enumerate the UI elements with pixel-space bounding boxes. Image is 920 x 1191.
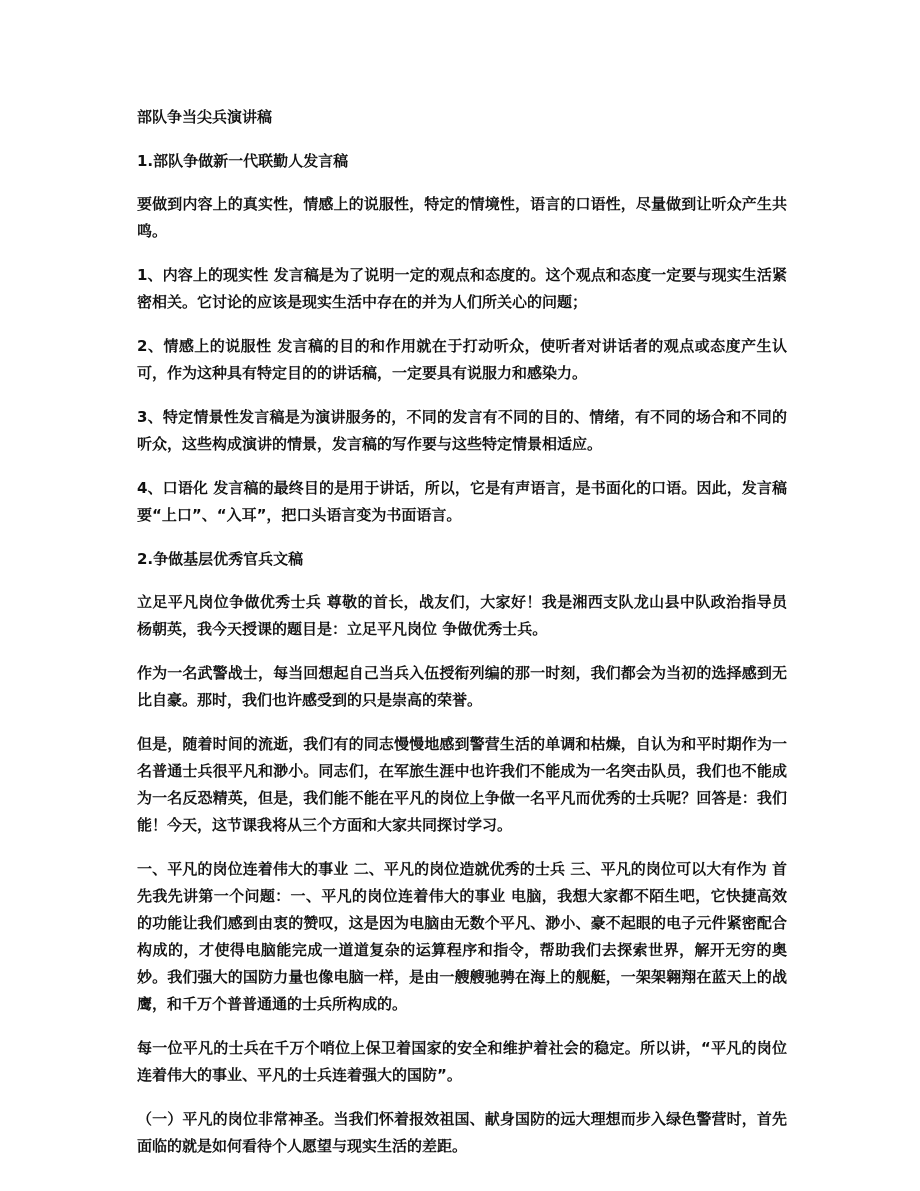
paragraph: 4、口语化 发言稿的最终目的是用于讲话，所以，它是有声语言，是书面化的口语。因此，发言稿要“上口”、“入耳”，把口头语言变为书面语言。 [137, 479, 787, 524]
paragraph: 但是，随着时间的流逝，我们有的同志慢慢地感到警营生活的单调和枯燥，自认为和平时期作为一名普通士兵很平凡和渺小。同志们，在军旅生涯中也许我们不能成为一名突击队员，我们也不能成为一名反恐精英，但是，我们能不能在平凡的岗位上争做一名平凡而优秀的士兵呢？回答是：我们能！今天，这节课我将从三个方面和大家共同探讨学习。 [137, 735, 787, 834]
paragraph: 1、内容上的现实性 发言稿是为了说明一定的观点和态度的。这个观点和态度一定要与现实生活紧密相关。它讨论的应该是现实生活中存在的并为人们所关心的问题； [137, 266, 787, 311]
paragraph: 每一位平凡的士兵在千万个哨位上保卫着国家的安全和维护着社会的稳定。所以讲，“平凡的岗位连着伟大的事业、平凡的士兵连着强大的国防”。 [137, 1039, 787, 1084]
paragraph: 3、特定情景性发言稿是为演讲服务的，不同的发言有不同的目的、情绪，有不同的场合和不同的听众，这些构成演讲的情景，发言稿的写作要与这些特定情景相适应。 [137, 408, 787, 453]
paragraph: 要做到内容上的真实性，情感上的说服性，特定的情境性，语言的口语性，尽量做到让听众产生共鸣。 [137, 195, 787, 240]
paragraph: （一）平凡的岗位非常神圣。当我们怀着报效祖国、献身国防的远大理想而步入绿色警营时，首先面临的就是如何看待个人愿望与现实生活的差距。 [137, 1110, 787, 1155]
document-page [137, 104, 787, 1177]
paragraph: 2、情感上的说服性 发言稿的目的和作用就在于打动听众，使听者对讲话者的观点或态度产生认可，作为这种具有特定目的的讲话稿，一定要具有说服力和感染力。 [137, 337, 787, 382]
paragraph: 立足平凡岗位争做优秀士兵 尊敬的首长，战友们，大家好！我是湘西支队龙山县中队政治指导员杨朝英，我今天授课的题目是：立足平凡岗位 争做优秀士兵。 [137, 593, 787, 638]
document-title: 部队争当尖兵演讲稿 [137, 108, 273, 126]
section-heading-1: 1.部队争做新一代联勤人发言稿 [137, 152, 349, 170]
paragraph: 作为一名武警战士，每当回想起自己当兵入伍授衔列编的那一时刻，我们都会为当初的选择感到无比自豪。那时，我们也许感受到的只是崇高的荣誉。 [137, 664, 787, 709]
paragraph: 一、平凡的岗位连着伟大的事业 二、平凡的岗位造就优秀的士兵 三、平凡的岗位可以大有作为 首先我先讲第一个问题：一、平凡的岗位连着伟大的事业 电脑，我想大家都不陌生吧，它快捷高效的功能让我们感到由衷的赞叹，这是因为电脑由无数个平凡、渺小、豪不起眼的电子元件紧密配合构成的，才使得电脑能完成一道道复杂的运算程序和指令，帮助我们去探索世界，解开无穷的奥妙。我们强大的国防力量也像电脑一样，是由一艘艘驰骋在海上的舰艇，一架架翱翔在蓝天上的战鹰，和千万个普普通通的士兵所构成的。 [137, 860, 787, 1013]
section-heading-2: 2.争做基层优秀官兵文稿 [137, 550, 304, 568]
